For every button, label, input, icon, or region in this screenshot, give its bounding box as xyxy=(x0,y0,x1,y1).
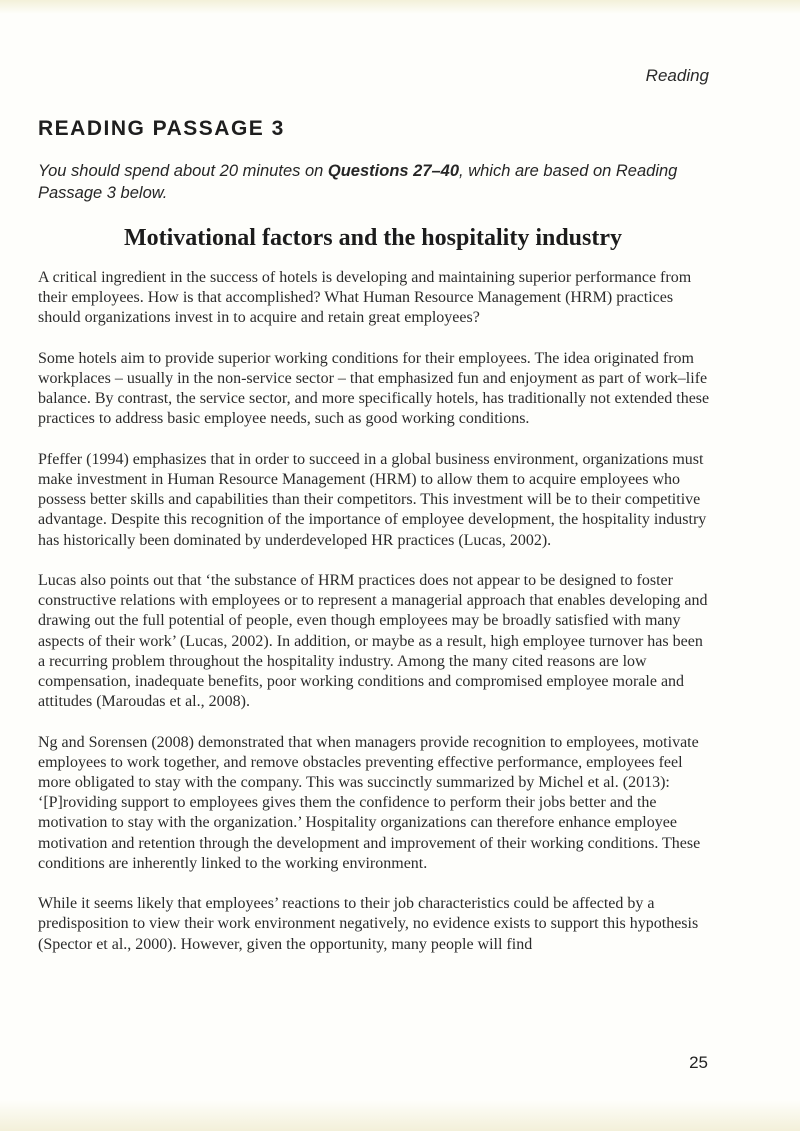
paragraph: A critical ingredient in the success of hotels is developing and maintaining superior performance from their employees. How is that accomplished? What Human Resource Management (HRM) practices should organizations invest in to acquire and retain great employees? xyxy=(38,269,692,327)
instruction-after: , which are based on Reading Passage 3 below. xyxy=(38,162,678,202)
instruction-questions: Questions 27–40 xyxy=(327,162,460,180)
instruction-before: You should spend about 20 minutes on xyxy=(38,162,328,180)
paragraph: Pfeffer (1994) emphasizes that in order to succeed in a global business environment, organizations must make investment in Human Resource Management (HRM) to allow them to acquire employees who possess better skills and capabilities than their competitors. This investment will be to their competitive advantage. Despite this recognition of the importance of employee development, the hospitality industry has historically been dominated by underdeveloped HR practices (Lucas, 2002). xyxy=(38,450,707,549)
paragraph: While it seems likely that employees’ reactions to their job characteristics could be affected by a predisposition to view their work environment negatively, no evidence exists to support this hypothesis (Spector et al., 2000). However, given the opportunity, many people will find xyxy=(38,895,699,953)
passage-title: Motivational factors and the hospitality industry xyxy=(123,225,623,251)
paragraph: Some hotels aim to provide superior working conditions for their employees. The idea originated from workplaces – usually in the non-service sector – that emphasized fun and enjoyment as part of work–life balance. By contrast, the service sector, and more specifically hotels, has traditionally not extended these practices to address basic employee needs, such as good working conditions. xyxy=(38,349,710,428)
section-title: READING PASSAGE 3 xyxy=(38,117,285,140)
paragraph: Ng and Sorensen (2008) demonstrated that when managers provide recognition to employees, motivate employees to work together, and remove obstacles preventing effective performance, employees feel more obligated to stay with the company. This was succinctly summarized by Michel et al. (2013): ‘[P]roviding support to employees gives them the confidence to perform their jobs better and the motivation to stay with the organization.’ Hospitality organizations can therefore enhance employee motivation and retention through the development and improvement of their working conditions. These conditions are inherently linked to the working environment. xyxy=(38,733,701,872)
paragraph: Lucas also points out that ‘the substance of HRM practices does not appear to be designed to foster constructive relations with employees or to represent a managerial approach that enables developing and drawing out the full potential of people, even though employees may be broadly satisfied with many aspects of their work’ (Lucas, 2002). In addition, or maybe as a result, high employee turnover has been a recurring problem throughout the hospitality industry. Among the many cited reasons are low compensation, inadequate benefits, poor working conditions and compromised employee morale and attitudes (Maroudas et al., 2008). xyxy=(38,572,708,711)
passage-body xyxy=(38,268,710,975)
running-head: Reading xyxy=(645,66,709,85)
instruction-text xyxy=(38,160,728,204)
page-number: 25 xyxy=(689,1053,708,1072)
